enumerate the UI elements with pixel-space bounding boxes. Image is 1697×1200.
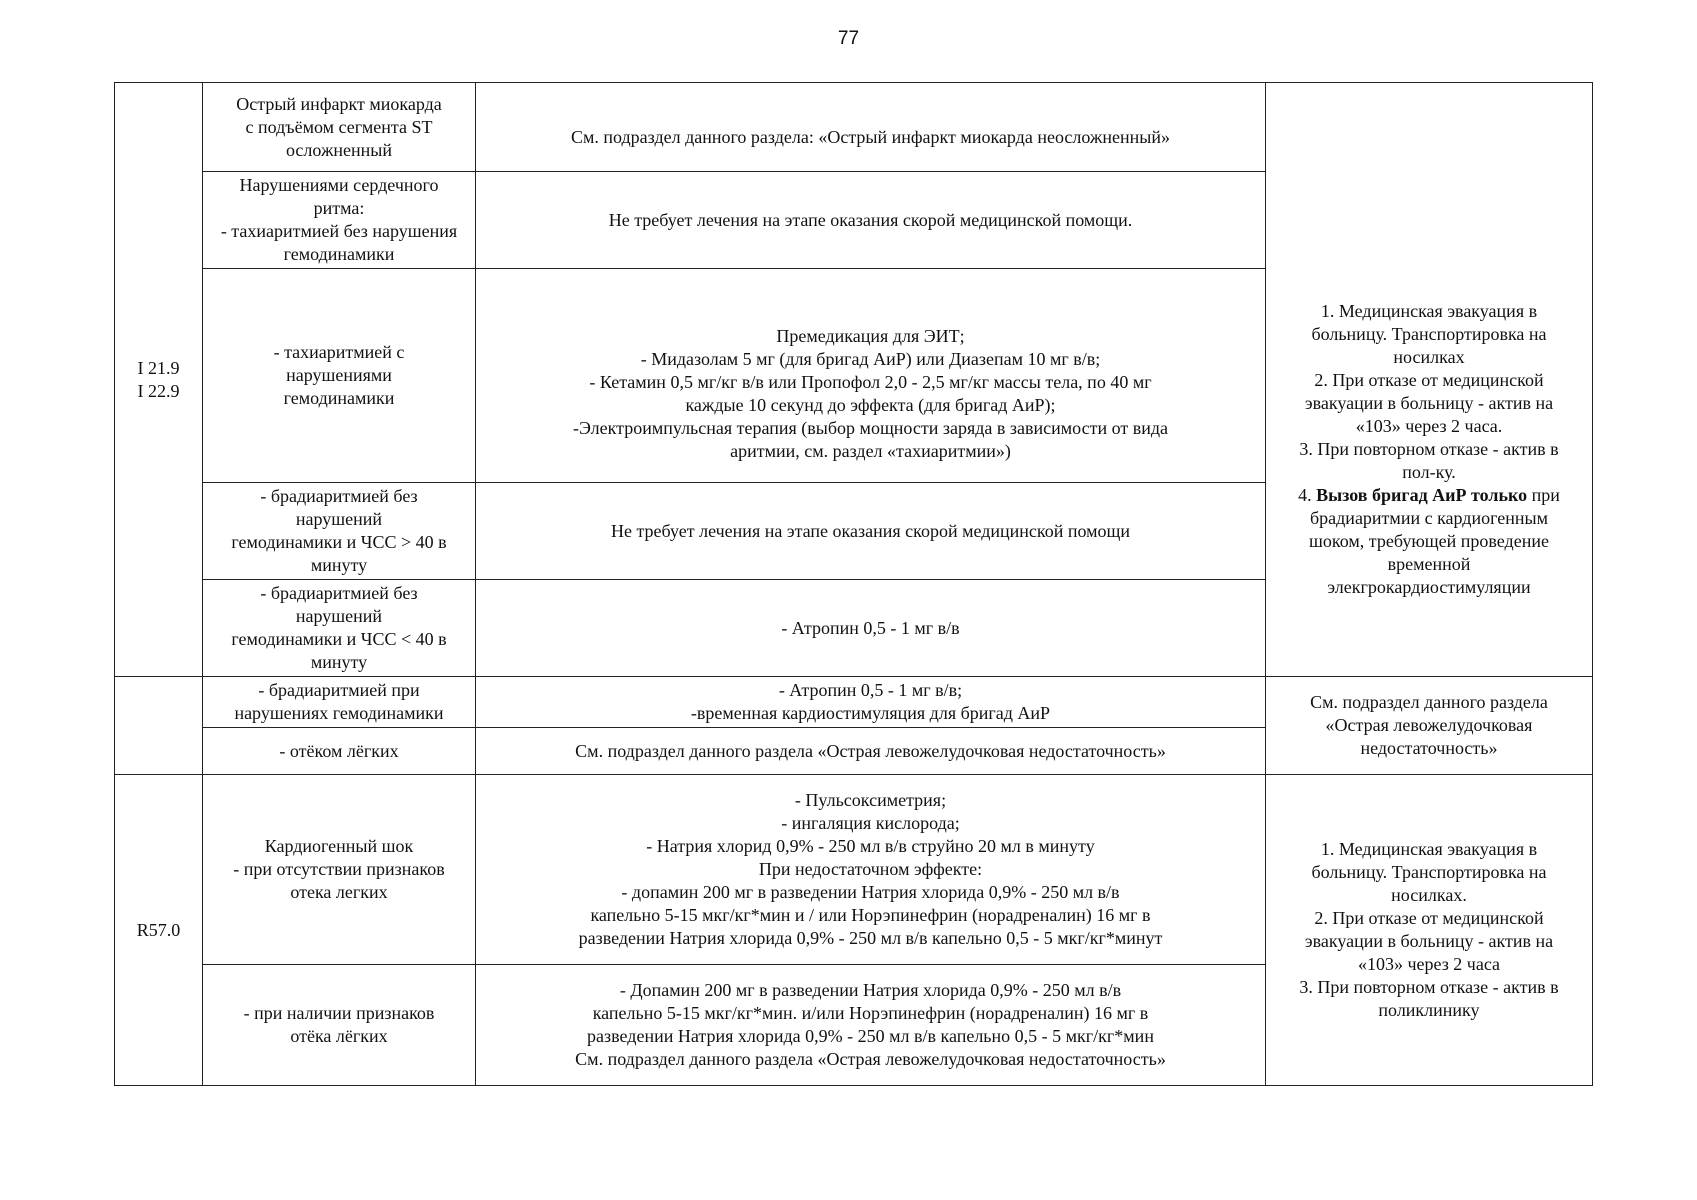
condition-cell: Острый инфаркт миокарда с подъёмом сегмента ST осложненный xyxy=(203,83,476,172)
treatment-cell: - Допамин 200 мг в разведении Натрия хлорида 0,9% - 250 мл в/в капельно 5-15 мкг/кг*мин. и/или Норэпинефрин (норадреналин) 16 мг в разведении Натрия хлорида 0,9% - 250 мл в/в капельно 0,5 - 5 мкг/кг*мин См. подраздел данного раздела «Острая левожелудочковая недостаточность» xyxy=(476,965,1266,1086)
treatment-cell: - Атропин 0,5 - 1 мг в/в xyxy=(476,580,1266,677)
condition-cell: - брадиаритмией без нарушений гемодинамики и ЧСС < 40 в минуту xyxy=(203,580,476,677)
treatment-cell: Не требует лечения на этапе оказания скорой медицинской помощи xyxy=(476,483,1266,580)
table-row xyxy=(115,775,1593,965)
table-row xyxy=(115,677,1593,728)
treatment-protocol-table xyxy=(114,82,1593,1086)
condition-cell: - при наличии признаков отёка лёгких xyxy=(203,965,476,1086)
condition-cell: Нарушениями сердечного ритма: - тахиаритмией без нарушения гемодинамики xyxy=(203,172,476,269)
treatment-cell: См. подраздел данного раздела «Острая левожелудочковая недостаточность» xyxy=(476,728,1266,775)
icd-code-cell xyxy=(115,677,203,775)
tactics-cell: 1. Медицинская эвакуация в больницу. Транспортировка на носилках 2. При отказе от медицинской эвакуации в больницу - актив на «103» через 2 часа. 3. При повторном отказе - актив в пол-ку. 4. Вызов бригад АиР только при брадиаритмии с кардиогенным шоком, требующей проведение временной элекгрокардиостимуляции xyxy=(1266,83,1593,677)
condition-cell: - брадиаритмией при нарушениях гемодинамики xyxy=(203,677,476,728)
condition-cell: Кардиогенный шок - при отсутствии признаков отека легких xyxy=(203,775,476,965)
treatment-cell: - Пульсоксиметрия; - ингаляция кислорода; - Натрия хлорид 0,9% - 250 мл в/в струйно 20 мл в минуту При недостаточном эффекте: - допамин 200 мг в разведении Натрия хлорида 0,9% - 250 мл в/в капельно 5-15 мкг/кг*мин и / или Норэпинефрин (норадреналин) 16 мг в разведении Натрия хлорида 0,9% - 250 мл в/в капельно 0,5 - 5 мкг/кг*минут xyxy=(476,775,1266,965)
tactics-cell: 1. Медицинская эвакуация в больницу. Транспортировка на носилках. 2. При отказе от медицинской эвакуации в больницу - актив на «103» через 2 часа 3. При повторном отказе - актив в поликлинику xyxy=(1266,775,1593,1086)
condition-cell: - отёком лёгких xyxy=(203,728,476,775)
anesthesiology-team-note: Вызов бригад АиР только xyxy=(1316,485,1528,505)
tactics-cell: См. подраздел данного раздела «Острая левожелудочковая недостаточность» xyxy=(1266,677,1593,775)
page-number: 77 xyxy=(837,28,860,49)
icd-code-cell: R57.0 xyxy=(115,775,203,1086)
icd-code-cell: I 21.9 I 22.9 xyxy=(115,83,203,677)
treatment-cell: - Атропин 0,5 - 1 мг в/в; -временная кардиостимуляция для бригад АиР xyxy=(476,677,1266,728)
treatment-cell: Премедикация для ЭИТ; - Мидазолам 5 мг (для бригад АиР) или Диазепам 10 мг в/в; - Кетамин 0,5 мг/кг в/в или Пропофол 2,0 - 2,5 мг/кг массы тела, по 40 мг каждые 10 секунд до эффекта (для бригад АиР); -Электроимпульсная терапия (выбор мощности заряда в зависимости от вида аритмии, см. раздел «тахиаритмии») xyxy=(476,269,1266,483)
treatment-cell: См. подраздел данного раздела: «Острый инфаркт миокарда неосложненный» xyxy=(476,83,1266,172)
table-row xyxy=(115,83,1593,172)
condition-cell: - брадиаритмией без нарушений гемодинамики и ЧСС > 40 в минуту xyxy=(203,483,476,580)
treatment-cell: Не требует лечения на этапе оказания скорой медицинской помощи. xyxy=(476,172,1266,269)
condition-cell: - тахиаритмией с нарушениями гемодинамики xyxy=(203,269,476,483)
